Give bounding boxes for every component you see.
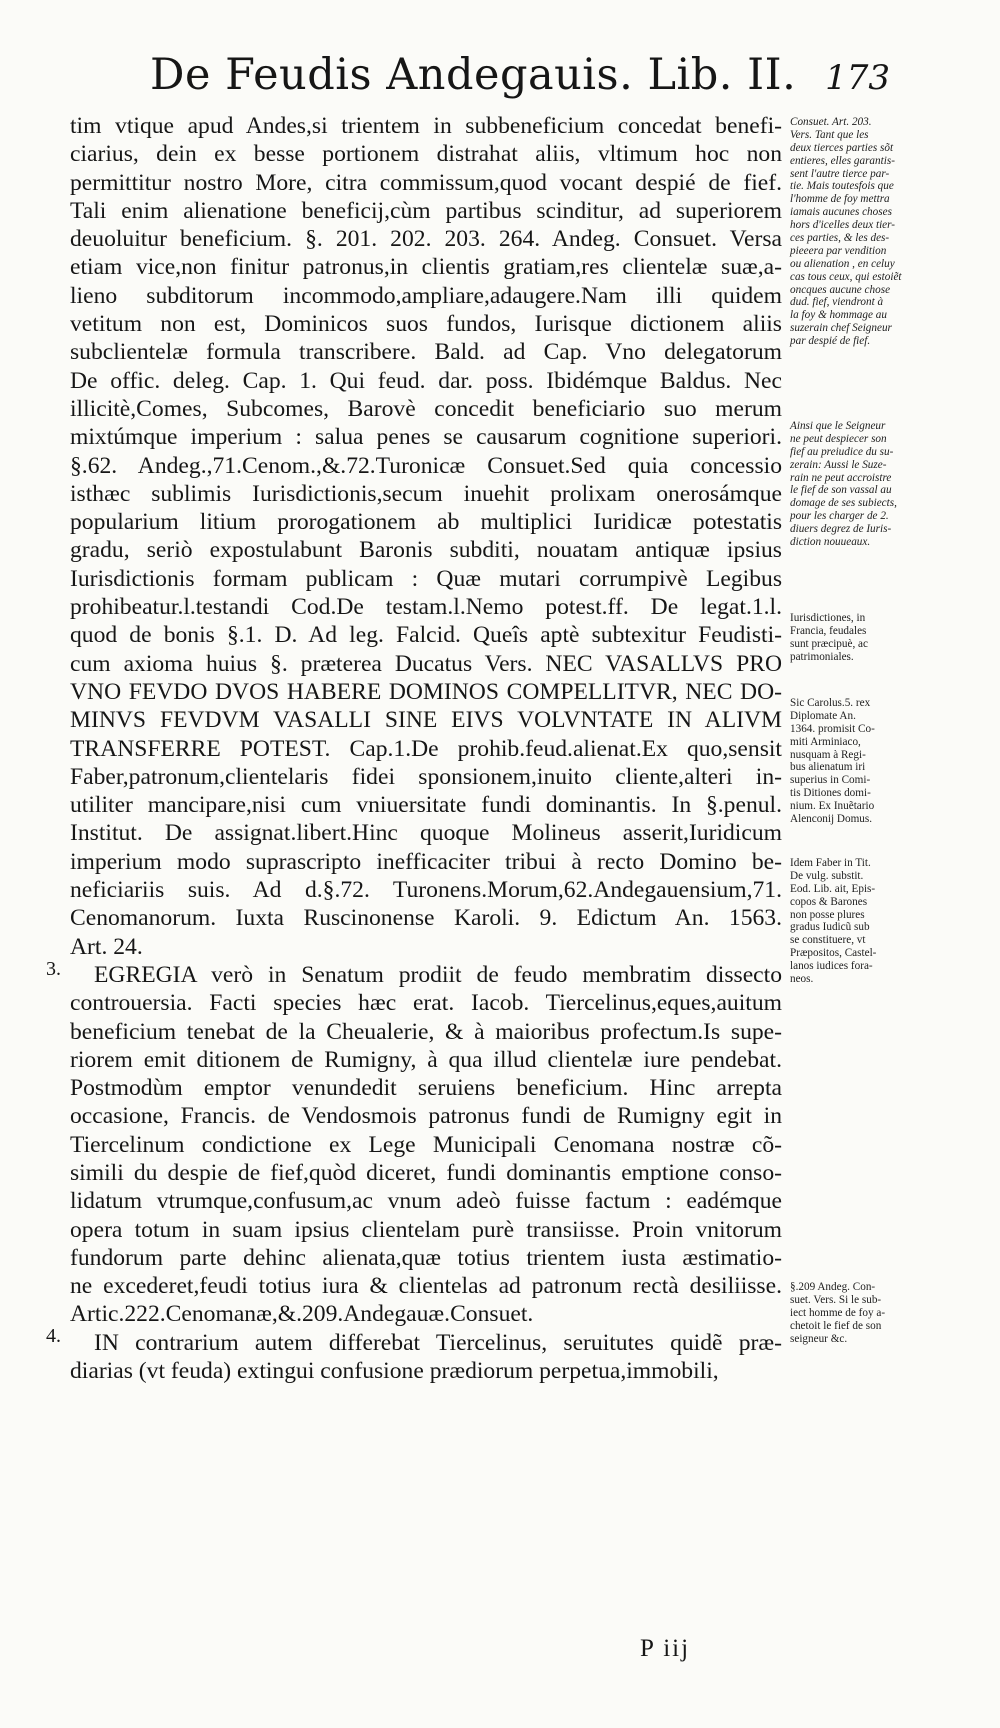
margin-note-line: lanos iudices fora- [790,960,873,973]
text-line: beneficium tenebat de la Cheualerie, & à maioribus profectum.Is supe- [70,1018,782,1045]
text-line: etiam vice,non finitur patronus,in clientis gratiam,res clientelæ suæ,a- [70,254,782,281]
margin-note-line: Præpositos, Castel- [790,947,877,960]
text-line: illicitè,Comes, Subcomes, Barovè concedit beneficiario suo merum [70,395,782,422]
text-line: fundorum parte dehinc alienata,quæ totius trientem iusta æstimatio- [70,1244,782,1271]
text-line: Cenomanorum. Iuxta Ruscinonense Karoli. 9. Edictum An. 1563. [70,905,782,932]
margin-note-line: miti Arminiaco, [790,735,861,748]
margin-note-line: se constituere, vt [790,934,866,947]
margin-note-line: deux tierces parties sõt [790,141,894,154]
margin-note-line: la foy & hommage au [790,309,887,322]
text-line: riorem emit ditionem de Rumigny, à qua illud clientelæ iure pendebat. [70,1046,782,1073]
margin-note-line: suzerain chef Seigneur [790,322,892,335]
margin-note-line: fief au preiudice du su- [790,445,894,458]
text-line: TRANSFERRE POTEST. Cap.1.De prohib.feud.alienat.Ex quo,sensit [70,735,782,762]
running-head-title: De Feudis Andegauis. Lib. II. [150,50,797,100]
margin-note-line: sunt præcipuè, ac [790,637,868,650]
margin-note-line: Eod. Lib. ait, Epis- [790,882,876,895]
text-line: Art. 24. [70,933,143,960]
margin-note [790,116,930,348]
margin-note-line: Francia, feudales [790,624,867,637]
text-line: prohibeatur.l.testandi Cod.De testam.l.Nemo potest.ff. De legat.1.l. [70,594,782,621]
text-line: MINVS FEVDVM VASALLI SINE EIVS VOLVNTATE IN ALIVM [70,707,782,734]
margin-note-line: cas tous ceux, qui estoiẽt [790,270,902,283]
text-line: Institut. De assignat.libert.Hinc quoque Molineus asserit,Iuridicum [70,820,782,847]
text-line: EGREGIA verò in Senatum prodiit de feudo membratim dissecto [94,961,782,988]
margin-note-line: suet. Vers. Si le sub- [790,1293,882,1306]
margin-note-line: ces parties, & les des- [790,232,890,245]
text-line: ciarius, dein ex besse portionem distrahat aliis, vltimum hoc non [70,141,782,168]
margin-note-line: ne peut despiecer son [790,432,887,445]
margin-note-line: nusquam à Regi- [790,748,866,761]
margin-note-line: l'homme de foy mettra [790,193,890,206]
text-line: opera totum in suam ipsius clientelam purè transiisse. Proin vnitorum [70,1216,782,1243]
text-line: tim vtique apud Andes,si trientem in subbeneficium concedat benefi- [70,113,782,139]
text-line: lieno subditorum incommodo,ampliare,adaugere.Nam illi quidem [70,282,782,309]
margin-note-line: diuers degrez de Iuris- [790,523,892,536]
text-line: cum axioma huius §. præterea Ducatus Vers. NEC VASALLVS PRO [70,650,782,677]
margin-note-line: par despié de fief. [790,335,871,348]
margin-note-line: Iurisdictiones, in [790,612,866,624]
text-line: Tali enim alienatione beneficij,cùm partibus scinditur, ad superiorem [70,197,782,224]
text-line: diarias (vt feuda) extingui confusione prædiorum perpetua,immobili, [70,1358,719,1385]
running-head [150,48,890,108]
margin-note-line: pour les charger de 2. [790,510,889,523]
margin-note-line: Diplomate An. [790,709,856,722]
margin-note-line: iect homme de foy a- [790,1306,886,1319]
margin-note-line: neos. [790,973,814,986]
margin-note-line: §.209 Andeg. Con- [790,1281,876,1293]
text-line: VNO FEVDO DVOS HABERE DOMINOS COMPELLITVR, NEC DO- [70,678,782,705]
text-line: De offic. deleg. Cap. 1. Qui feud. dar. poss. Ibidémque Baldus. Nec [70,367,782,394]
margin-note-line: entieres, elles garantis- [790,154,895,167]
main-text-column [70,112,782,1385]
margin-note-line: oncques aucune chose [790,283,891,296]
text-line: §.62. Andeg.,71.Cenom.,&.72.Turonicæ Consuet.Sed quia concessio [70,452,782,479]
text-line: ne excederet,feudi totius iura & clientelas ad patronum rectà desiliisse. [70,1273,782,1300]
margin-note-line: gradus Iudicũ sub [790,921,870,934]
paragraph-number: 3. [46,958,61,980]
text-line: controuersia. Facti species hæc erat. Iacob. Tiercelinus,eques,auitum [70,990,782,1017]
margin-note-line: Ainsi que le Seigneur [790,420,886,432]
margin-note [790,857,930,986]
text-line: vetitum non est, Dominicos suos fundos, Iurisque dictionem aliis [70,311,782,338]
margin-note-line: ou alienation , en celuy [790,257,895,270]
margin-note-line: chetoit le fief de son [790,1319,882,1332]
margin-note [790,1281,930,1345]
margin-note-line: diction nouueaux. [790,536,871,549]
text-line: occasione, Francis. de Vendosmois patronus fundi de Rumigny egit in [70,1103,782,1130]
text-line: Iurisdictionis formam publicam : Quæ mutari corrumpivè Legibus [70,565,782,592]
margin-note-line: Idem Faber in Tit. [790,857,871,869]
margin-note-line: seigneur &c. [790,1332,848,1345]
margin-note-line: hors d'icelles deux tier- [790,219,896,232]
margin-note-line: dud. fief, viendront à [790,296,884,309]
margin-note-line: iamais aucunes choses [790,206,892,219]
margin-note-line: Sic Carolus.5. rex [790,697,871,709]
margin-note-line: De vulg. substit. [790,869,864,882]
text-line: Tiercelinum condictione ex Lege Municipali Cenomana nostræ cõ- [70,1131,782,1158]
text-line: isthæc sublimis Iurisdictionis,secum inuehit prolixam onerosámque [70,480,782,507]
margin-note-line: Vers. Tant que les [790,128,869,141]
margin-note-line: rain ne peut accroistre [790,471,892,484]
text-line: Postmodùm emptor venundedit seruiens beneficium. Hinc arrepta [70,1075,782,1102]
margin-note-line: tie. Mais toutesfois que [790,180,894,193]
margin-note-line: non posse plures [790,908,865,921]
margin-note-line: sent l'autre tierce par- [790,167,890,180]
text-line: imperium modo suprascripto inefficaciter tribui à recto Domino be- [70,848,782,875]
margin-note-line: superius in Comi- [790,774,871,787]
margin-note-line: Alenconij Domus. [790,813,873,826]
paragraph-number: 4. [46,1325,61,1347]
text-line: deuoluitur beneficium. §. 201. 202. 203. 264. Andeg. Consuet. Versa [70,226,782,253]
margin-note-line: copos & Barones [790,895,868,908]
text-line: neficiariis suis. Ad d.§.72. Turonens.Morum,62.Andegauensium,71. [70,877,782,904]
margin-note-line: bus alienatum iri [790,761,866,774]
text-line: subclientelæ formula transcribere. Bald. ad Cap. Vno delegatorum [70,339,782,366]
text-line: gradu, seriò expostulabunt Baronis subditi, nouatam antiquæ ipsius [70,537,782,564]
text-line: IN contrarium autem differebat Tiercelinus, seruitutes quidẽ præ- [94,1329,782,1356]
margin-note-line: nium. Ex Inuẽtario [790,800,875,813]
margin-note-line: Consuet. Art. 203. [790,116,872,128]
text-line: popularium litium prorogationem ab multiplici Iuridicæ potestatis [70,509,782,536]
text-line: utiliter mancipare,nisi cum vniuersitate fundi dominantis. In §.penul. [70,792,782,819]
text-line: Faber,patronum,clientelaris fidei sponsionem,inuito cliente,alteri in- [70,763,782,790]
margin-note-line: domage de ses subiects, [790,497,897,510]
page-number: 173 [825,58,890,98]
margin-note [790,697,930,826]
text-line: mixtúmque imperium : salua penes se causarum cognitione superiori. [70,424,782,451]
margin-note-line: pieeera par vendition [790,244,887,257]
text-line: simili du despie de fief,quòd diceret, fundi dominantis emptione conso- [70,1159,782,1186]
text-line: Artic.222.Cenomanæ,&.209.Andegauæ.Consuet. [70,1301,534,1328]
margin-note-line: patrimoniales. [790,650,854,663]
text-line: quod de bonis §.1. D. Ad leg. Falcid. Queîs aptè subtexitur Feudisti- [70,622,782,649]
text-line: permittitur nostro More, citra commissum,quod vocant despié de fief. [70,169,782,196]
margin-note-line: tis Ditiones domi- [790,787,871,800]
margin-note [790,612,930,664]
margin-note-line: le fief de son vassal au [790,484,892,497]
margin-note [790,420,930,549]
signature-mark: P iij [640,1635,691,1662]
margin-note-line: 1364. promisit Co- [790,722,875,735]
margin-note-line: zerain: Aussi le Suze- [790,458,887,471]
text-line: lidatum vtrumque,confusum,ac vnum adeò fuisse factum : eadémque [70,1188,782,1215]
